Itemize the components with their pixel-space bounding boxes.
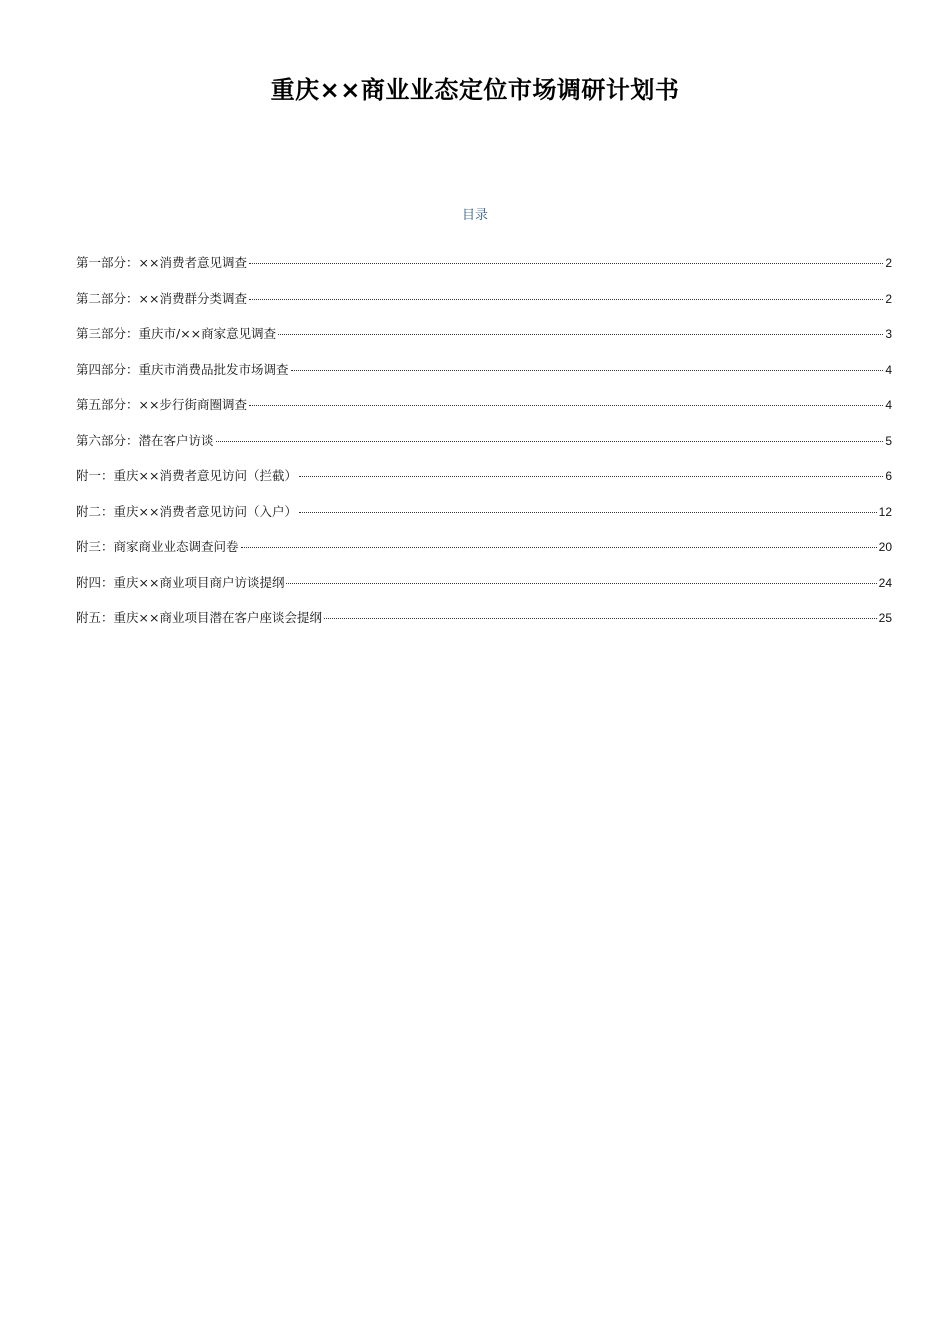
toc-entry[interactable] [76,395,892,431]
toc-entry-page: 4 [885,398,892,412]
toc-entry-label: 附三：商家商业业态调查问卷 [76,539,239,554]
toc-entry[interactable] [76,608,892,644]
toc-entry-label: 附四：重庆××商业项目商户访谈提纲 [76,574,285,590]
toc-entry[interactable] [76,537,892,573]
toc-dot-leader [278,334,883,335]
toc-dot-leader [299,476,883,477]
toc-entry-label: 第四部分：重庆市消费品批发市场调查 [76,361,289,377]
toc-entry-label: 附二：重庆××消费者意见访问（入户） [76,503,297,519]
toc-dot-leader [241,547,877,548]
toc-dot-leader [216,441,884,442]
toc-entry-page: 20 [878,540,892,554]
toc-entry-page: 4 [885,362,892,377]
toc-dot-leader [324,618,877,619]
toc-entry-label: 附一：重庆××消费者意见访问（拦截） [76,468,297,483]
toc-dot-leader [249,263,883,264]
toc-dot-leader [291,370,884,371]
toc-entry[interactable] [76,253,892,289]
toc-entry[interactable] [76,573,892,609]
toc-dot-leader [249,299,883,300]
toc-entry-page: 6 [885,469,892,483]
toc-entry[interactable] [76,502,892,538]
toc-entry-page: 24 [878,575,892,590]
toc-dot-leader [299,512,877,513]
toc-entry[interactable] [76,466,892,502]
toc-entry-label: 附五：重庆××商业项目潜在客户座谈会提纲 [76,610,322,625]
toc-entry-label: 第三部分：重庆市/××商家意见调查 [76,326,277,341]
toc-entry-page: 12 [878,504,892,519]
toc-entry[interactable] [76,289,892,325]
toc-entry-page: 25 [878,611,892,625]
toc-entry-label: 第五部分：××步行街商圈调查 [76,397,247,412]
toc-entry-page: 2 [885,256,892,270]
toc-entry-label: 第六部分：潜在客户访谈 [76,432,214,448]
toc-entry-label: 第一部分：××消费者意见调查 [76,255,247,270]
toc-entry-page: 5 [885,433,892,448]
toc-entry[interactable] [76,360,892,396]
toc-entry-page: 2 [885,291,892,306]
table-of-contents [76,253,892,644]
toc-entry[interactable] [76,324,892,360]
toc-dot-leader [286,583,876,584]
toc-entry[interactable] [76,431,892,467]
toc-entry-label: 第二部分：××消费群分类调查 [76,290,247,306]
toc-dot-leader [249,405,883,406]
document-title: 重庆××商业业态定位市场调研计划书 [270,76,680,104]
toc-entry-page: 3 [885,327,892,341]
toc-heading: 目录 [461,208,488,223]
